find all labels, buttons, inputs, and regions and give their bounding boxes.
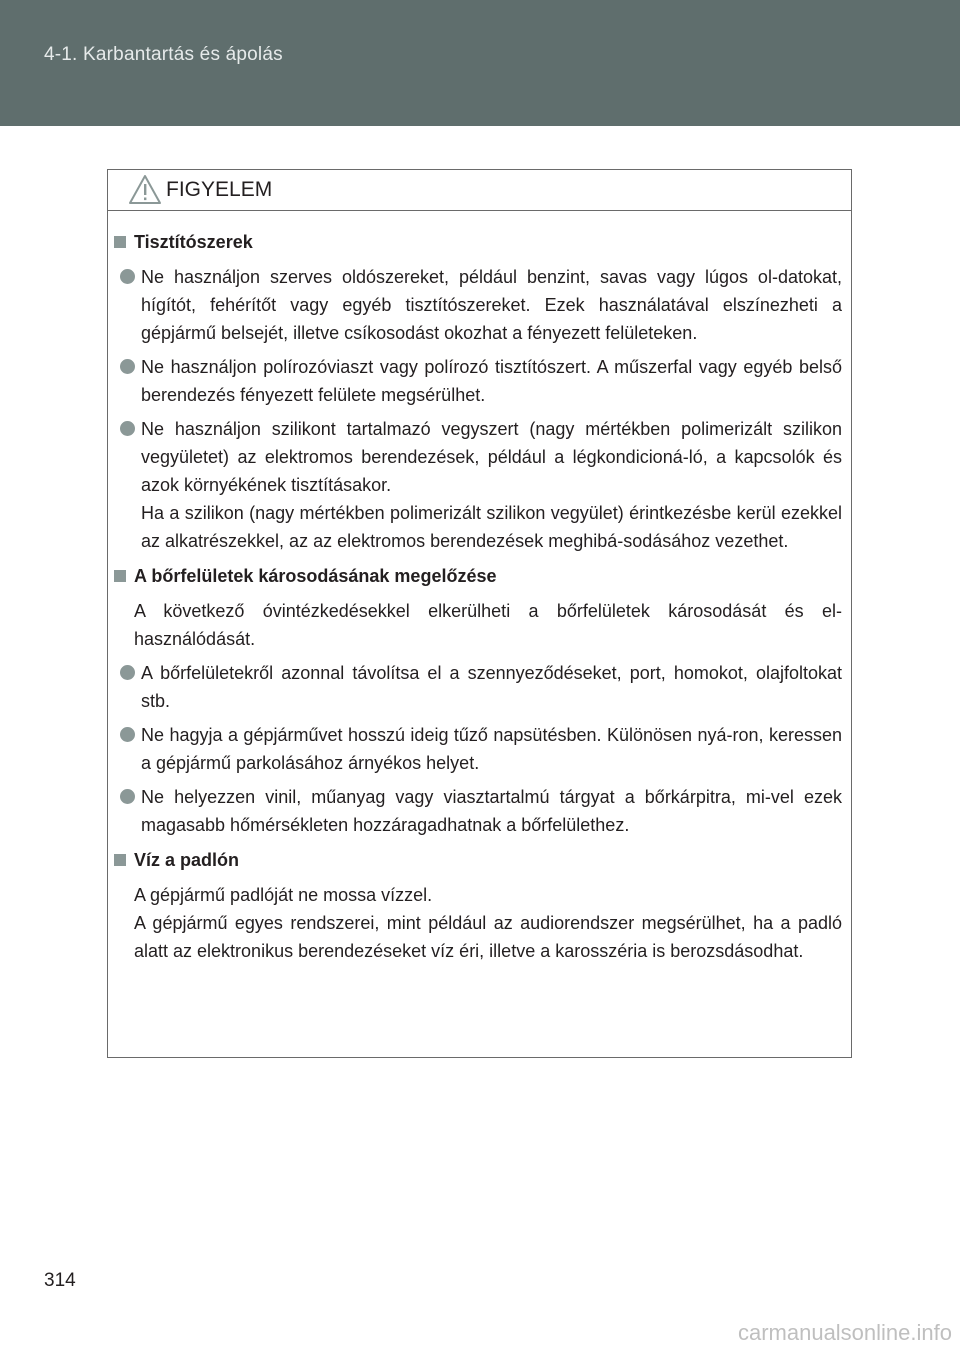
list-item: A bőrfelületekről azonnal távolítsa el a szennyeződéseket, port, homokot, olajfoltokat stb. — [114, 659, 842, 715]
section-intro: A gépjármű padlóját ne mossa vízzel. A gépjármű egyes rendszerei, mint például az audiorendszer megsérülhet, ha a padló alatt az elektronikus berendezéseket víz éri, illetve a karosszéria is berozsdásodhat. — [134, 885, 842, 961]
section-intro: A következő óvintézkedésekkel elkerülheti a bőrfelületek károsodását és el-használódását. — [134, 601, 842, 649]
list-item: Ne használjon szerves oldószereket, például benzint, savas vagy lúgos ol-datokat, hígítót, fehérítőt vagy egyéb tisztítószereket. Ezek használatával elszínezheti a gépjármű belsejét, illetve csíkosodást okozhat a fényezett felületeken. — [114, 263, 842, 347]
circle-bullet-icon — [120, 269, 135, 284]
warning-title: FIGYELEM — [166, 178, 273, 201]
watermark: carmanualsonline.info — [737, 1320, 952, 1345]
warning-triangle-icon — [128, 174, 162, 205]
circle-bullet-icon — [120, 665, 135, 680]
circle-bullet-icon — [120, 727, 135, 742]
list-item: Ne hagyja a gépjárművet hosszú ideig tűző napsütésben. Különösen nyá-ron, keressen a gépjármű parkolásához árnyékos helyet. — [114, 721, 842, 777]
list-item: Ne használjon szilikont tartalmazó vegyszert (nagy mértékben polimerizált szilikon vegyületet) az elektromos berendezések, például a légkondicioná-ló, a kapcsolók és azok környékének tisztításakor. Ha a szilikon (nagy mértékben polimerizált szilikon vegyület) érintkezésbe kerül ezekkel az alkatrészekkel, az az elektromos berendezések meghibá-sodásához vezethet. — [114, 415, 842, 555]
list-item: Ne használjon polírozóviaszt vagy polírozó tisztítószert. A műszerfal vagy egyéb belső berendezés fényezett felülete megsérülhet. — [114, 353, 842, 409]
warning-header — [108, 170, 851, 211]
section-heading: Tisztítószerek — [114, 227, 842, 257]
square-bullet-icon — [114, 854, 126, 866]
circle-bullet-icon — [120, 359, 135, 374]
circle-bullet-icon — [120, 789, 135, 804]
square-bullet-icon — [114, 570, 126, 582]
list-item: Ne helyezzen vinil, műanyag vagy viasztartalmú tárgyat a bőrkárpitra, mi-vel ezek magasabb hőmérsékleten hozzáragadhatnak a bőrfelülethez. — [114, 783, 842, 839]
page-header — [0, 0, 960, 126]
warning-body — [108, 211, 851, 965]
section-heading: A bőrfelületek károsodásának megelőzése — [114, 561, 842, 591]
section-heading: Víz a padlón — [114, 845, 842, 875]
page-number: 314 — [44, 1270, 76, 1291]
circle-bullet-icon — [120, 421, 135, 436]
warning-box — [107, 169, 852, 1058]
section-title: 4-1. Karbantartás és ápolás — [44, 44, 283, 65]
square-bullet-icon — [114, 236, 126, 248]
